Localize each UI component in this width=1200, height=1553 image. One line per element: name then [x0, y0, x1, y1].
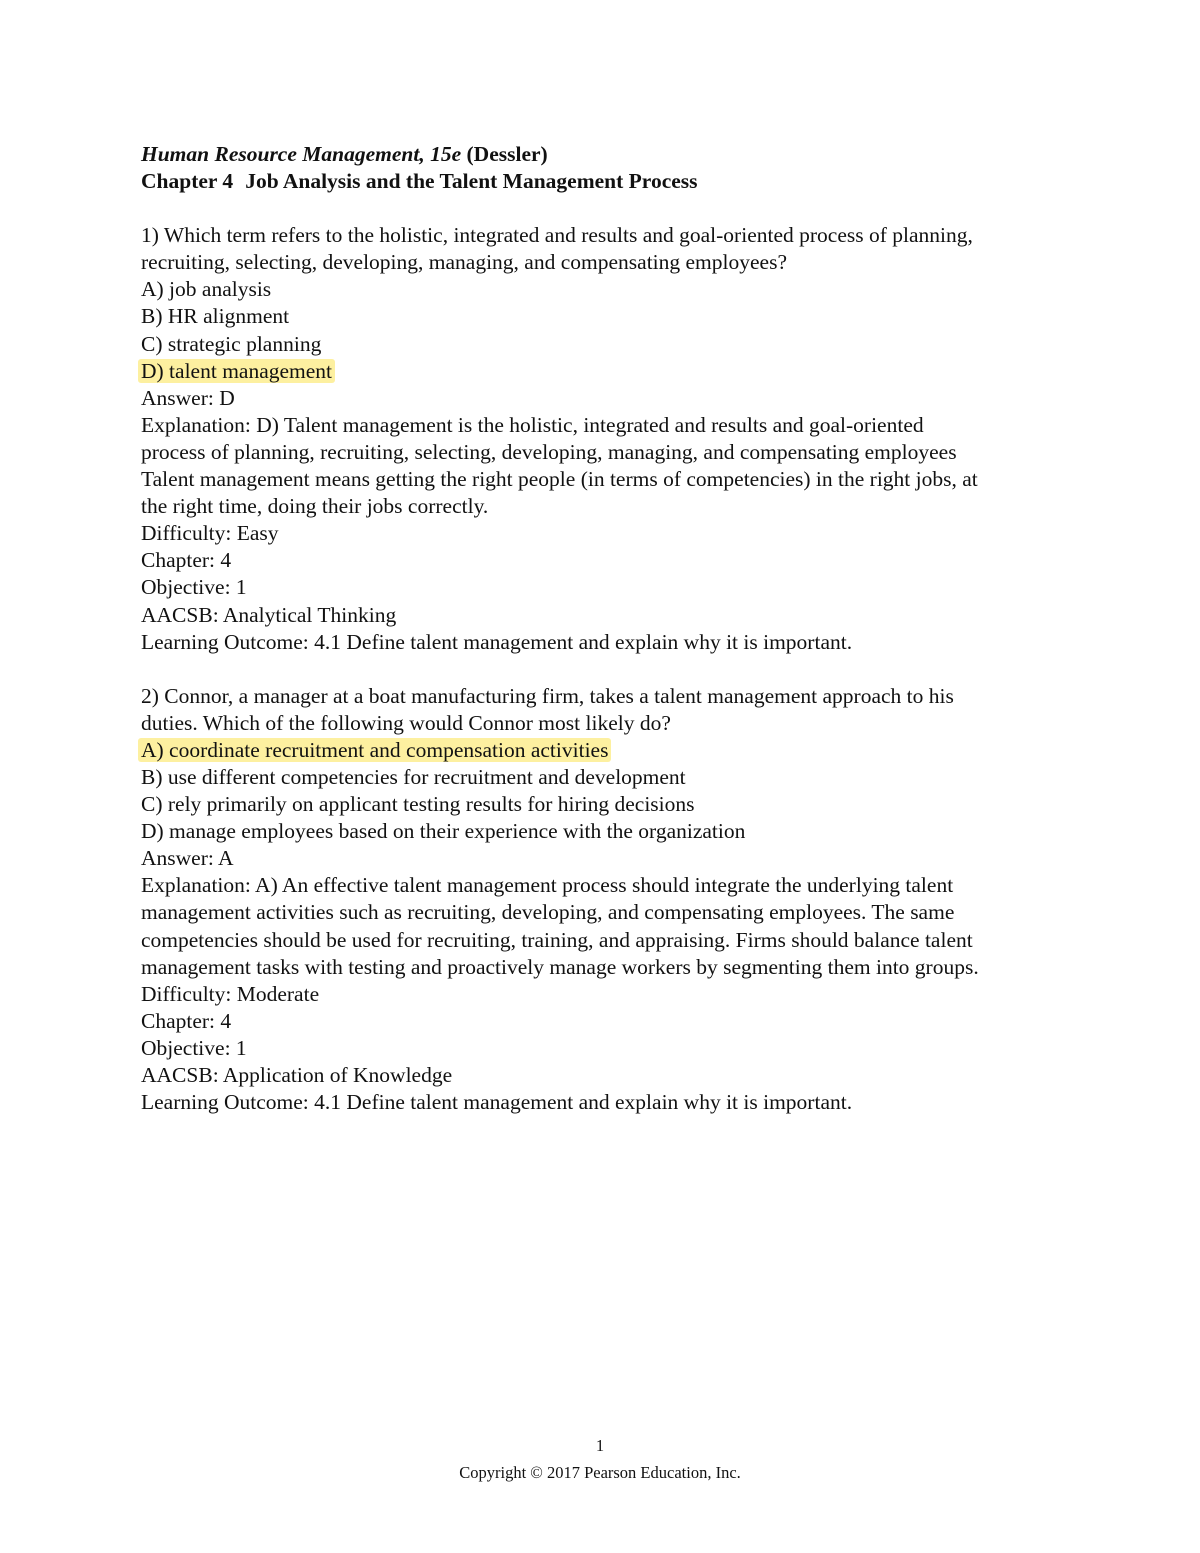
question-stem-line: 1) Which term refers to the holistic, integrated and results and goal-oriented process of planning,: [141, 223, 973, 248]
copyright-notice: Copyright © 2017 Pearson Education, Inc.: [459, 1463, 741, 1482]
answer-option-a: A) job analysis: [141, 277, 272, 302]
answer-option-d-row: [141, 358, 1071, 385]
question-1: [141, 222, 1071, 656]
chapter-meta: Chapter: 4: [141, 548, 232, 573]
book-author: (Dessler): [466, 142, 548, 166]
page-content: [141, 141, 1071, 1116]
aacsb: AACSB: Application of Knowledge: [141, 1063, 453, 1087]
question-stem-line: duties. Which of the following would Connor most likely do?: [141, 710, 671, 735]
difficulty: Difficulty: Moderate: [141, 981, 320, 1006]
book-title: Human Resource Management, 15e: [141, 142, 462, 166]
book-header: [141, 141, 1071, 168]
spacer: [141, 195, 1071, 222]
answer-option-a-row: [141, 737, 1071, 764]
objective: Objective: 1: [141, 575, 247, 600]
aacsb: AACSB: Analytical Thinking: [141, 602, 397, 627]
answer-option-c: C) rely primarily on applicant testing results for hiring decisions: [141, 792, 695, 817]
question-stem-line: recruiting, selecting, developing, managing, and compensating employees?: [141, 250, 787, 275]
explanation-line: the right time, doing their jobs correctly.: [141, 494, 489, 519]
answer-option-a-highlighted: A) coordinate recruitment and compensation activities: [138, 738, 611, 762]
explanation-line: process of planning, recruiting, selecting, developing, managing, and compensating employees: [141, 439, 957, 464]
answer-key: Answer: A: [141, 846, 234, 871]
chapter-label: Chapter 4: [141, 169, 234, 194]
difficulty: Difficulty: Easy: [141, 521, 279, 546]
chapter-heading: [141, 168, 1071, 195]
answer-option-c: C) strategic planning: [141, 331, 322, 356]
question-2: [141, 683, 1071, 1117]
chapter-meta: Chapter: 4: [141, 1008, 232, 1033]
explanation-line: management activities such as recruiting, developing, and compensating employees. The same: [141, 900, 955, 925]
explanation-line: management tasks with testing and proactively manage workers by segmenting them into groups.: [141, 954, 979, 979]
learning-outcome: Learning Outcome: 4.1 Define talent management and explain why it is important.: [141, 1090, 853, 1115]
explanation-line: Talent management means getting the right people (in terms of competencies) in the right jobs, at: [141, 467, 978, 492]
explanation-line: competencies should be used for recruiting, training, and appraising. Firms should balance talent: [141, 927, 973, 952]
answer-option-d-highlighted: D) talent management: [138, 359, 335, 383]
spacer: [141, 656, 1071, 683]
answer-option-d: D) manage employees based on their experience with the organization: [141, 819, 746, 844]
answer-option-b: B) use different competencies for recruitment and development: [141, 764, 686, 789]
learning-outcome: Learning Outcome: 4.1 Define talent management and explain why it is important.: [141, 629, 853, 654]
explanation-line: Explanation: D) Talent management is the holistic, integrated and results and goal-oriented: [141, 412, 924, 437]
explanation-line: Explanation: A) An effective talent management process should integrate the underlying talent: [141, 873, 954, 898]
chapter-title: Job Analysis and the Talent Management Process: [245, 169, 698, 194]
answer-key: Answer: D: [141, 385, 235, 410]
objective: Objective: 1: [141, 1035, 247, 1060]
answer-option-b: B) HR alignment: [141, 304, 290, 329]
page-number: 1: [595, 1436, 605, 1455]
question-stem-line: 2) Connor, a manager at a boat manufacturing firm, takes a talent management approach to his: [141, 683, 954, 708]
